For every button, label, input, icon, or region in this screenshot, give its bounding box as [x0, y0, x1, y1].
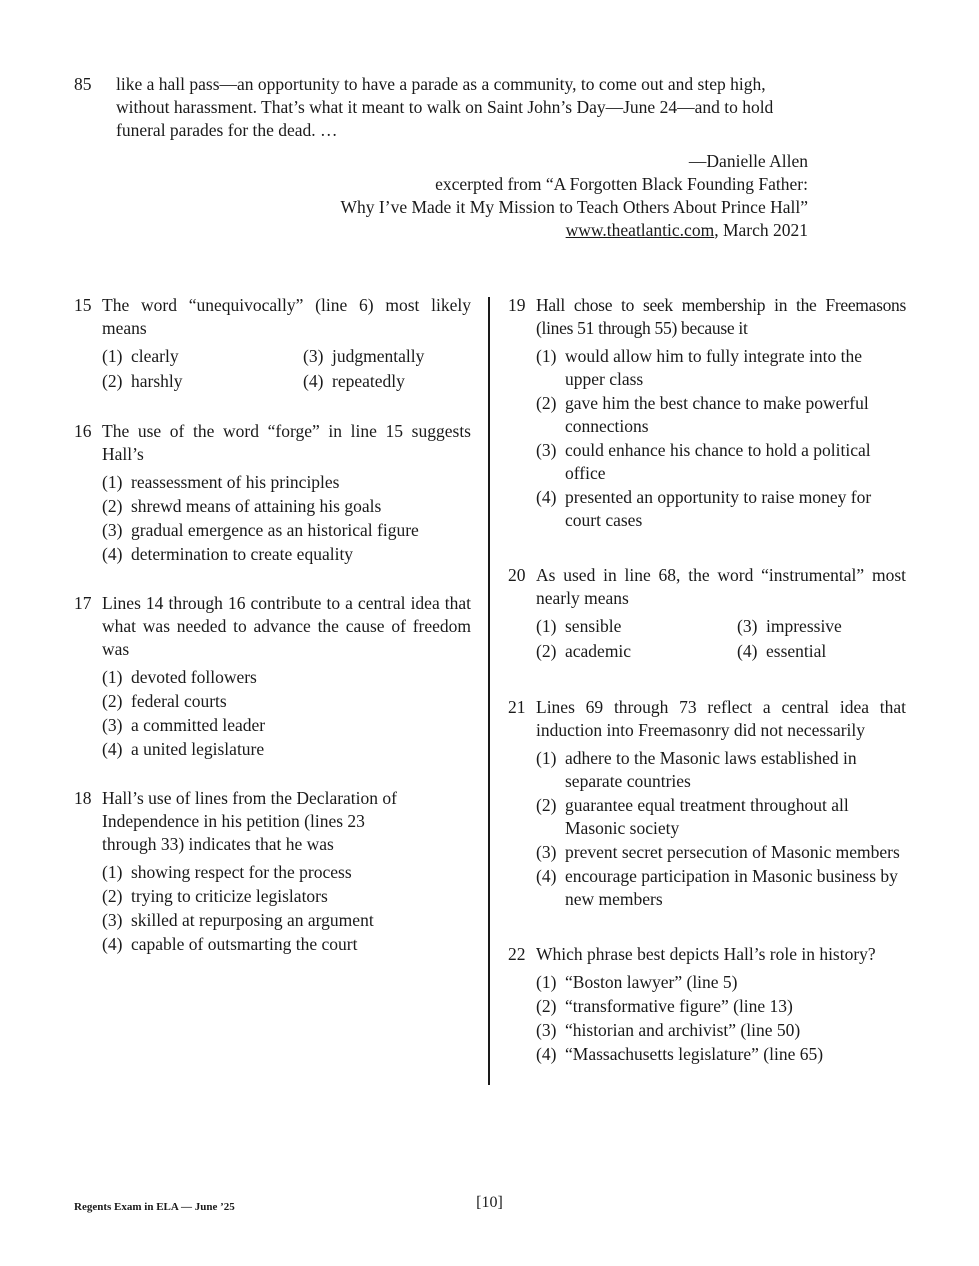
option[interactable]: (2) “transformative figure” (line 13): [536, 996, 793, 1016]
option[interactable]: (2) trying to criticize legislators: [102, 886, 328, 906]
question-number: 15: [74, 295, 92, 315]
option[interactable]: (2) federal courts: [102, 691, 227, 711]
question-15: [74, 294, 471, 394]
question-19: [508, 294, 906, 532]
option[interactable]: (1) reassessment of his principles: [102, 472, 340, 492]
option[interactable]: (2) harshly: [102, 371, 183, 391]
options: [102, 345, 471, 394]
option[interactable]: (4) essential: [737, 641, 827, 661]
option[interactable]: (2) shrewd means of attaining his goals: [102, 496, 382, 516]
options: [102, 861, 471, 956]
question-stem: As used in line 68, the word “instrumental” most nearly means: [536, 565, 906, 608]
question-stem: Which phrase best depicts Hall’s role in history?: [536, 944, 876, 964]
question-stem: Hall’s use of lines from the Declaration of Independence in his petition (lines 23 through 33) indicates that he was: [102, 788, 397, 854]
options: [536, 747, 906, 911]
question-stem: Hall chose to seek membership in the Freemasons (lines 51 through 55) because it: [536, 295, 906, 338]
options: [536, 615, 906, 664]
option[interactable]: (4) repeatedly: [303, 371, 405, 391]
citation-title: Why I’ve Made it My Mission to Teach Others About Prince Hall”: [340, 197, 808, 217]
passage-line: funeral parades for the dead. …: [116, 120, 338, 140]
options: [102, 471, 471, 566]
question-stem: Lines 69 through 73 reflect a central idea that induction into Freemasonry did not necessarily: [536, 697, 906, 740]
question-stem: The word “unequivocally” (line 6) most likely means: [102, 295, 471, 338]
column-divider: [488, 297, 490, 1085]
question-stem: Lines 14 through 16 contribute to a central idea that what was needed to advance the cause of freedom was: [102, 593, 471, 659]
option[interactable]: (3) gradual emergence as an historical figure: [102, 520, 419, 540]
question-21: [508, 696, 906, 911]
passage-line-number: 85: [74, 74, 92, 94]
option[interactable]: (4) “Massachusetts legislature” (line 65): [536, 1044, 824, 1064]
option[interactable]: (3) impressive: [737, 616, 842, 636]
options: [536, 345, 906, 532]
option[interactable]: (3) a committed leader: [102, 715, 266, 735]
page-number: [10]: [476, 1194, 503, 1211]
option[interactable]: (2) academic: [536, 641, 632, 661]
option[interactable]: (1) sensible: [536, 616, 622, 636]
options: [536, 971, 906, 1066]
option[interactable]: (4) capable of outsmarting the court: [102, 934, 358, 954]
passage-line: like a hall pass—an opportunity to have a parade as a community, to come out and step high,: [116, 74, 766, 94]
option[interactable]: (2) gave him the best chance to make powerful connections: [536, 393, 869, 436]
passage-text: [116, 73, 808, 142]
question-22: [508, 943, 906, 1066]
citation: [341, 150, 808, 242]
option[interactable]: (1) “Boston lawyer” (line 5): [536, 972, 738, 992]
question-number: 22: [508, 944, 526, 964]
question-17: [74, 592, 471, 761]
option[interactable]: (3) judgmentally: [303, 346, 425, 366]
citation-date: , March 2021: [714, 220, 808, 240]
question-number: 16: [74, 421, 92, 441]
citation-author: —Danielle Allen: [688, 151, 808, 171]
option[interactable]: (1) would allow him to fully integrate into the upper class: [536, 346, 862, 389]
passage-line: without harassment. That’s what it meant to walk on Saint John’s Day—June 24—and to hold: [116, 97, 774, 117]
option[interactable]: (1) adhere to the Masonic laws established in separate countries: [536, 748, 857, 791]
question-20: [508, 564, 906, 664]
option[interactable]: (3) skilled at repurposing an argument: [102, 910, 374, 930]
question-stem: The use of the word “forge” in line 15 suggests Hall’s: [102, 421, 471, 464]
option[interactable]: (4) presented an opportunity to raise money for court cases: [536, 487, 872, 530]
citation-site-link[interactable]: www.theatlantic.com: [565, 220, 715, 240]
option[interactable]: (4) determination to create equality: [102, 544, 354, 564]
option[interactable]: (3) “historian and archivist” (line 50): [536, 1020, 801, 1040]
option[interactable]: (1) clearly: [102, 346, 179, 366]
option[interactable]: (1) devoted followers: [102, 667, 257, 687]
option[interactable]: (4) a united legislature: [102, 739, 265, 759]
option[interactable]: (3) could enhance his chance to hold a political office: [536, 440, 871, 483]
option[interactable]: (3) prevent secret persecution of Masonic members: [536, 842, 900, 862]
question-number: 18: [74, 788, 92, 808]
left-column: [74, 294, 471, 957]
question-number: 17: [74, 593, 92, 613]
question-18: [74, 787, 471, 956]
question-16: [74, 420, 471, 566]
right-column: [508, 294, 906, 1067]
citation-source: [341, 219, 808, 242]
footer-exam-title: Regents Exam in ELA — June ’25: [74, 1201, 235, 1213]
question-number: 21: [508, 697, 526, 717]
question-number: 20: [508, 565, 526, 585]
citation-excerpted: excerpted from “A Forgotten Black Founding Father:: [435, 174, 808, 194]
options: [102, 666, 471, 761]
passage: [74, 73, 808, 142]
option[interactable]: (4) encourage participation in Masonic business by new members: [536, 866, 898, 909]
question-number: 19: [508, 295, 526, 315]
option[interactable]: (1) showing respect for the process: [102, 862, 352, 882]
option[interactable]: (2) guarantee equal treatment throughout all Masonic society: [536, 795, 849, 838]
